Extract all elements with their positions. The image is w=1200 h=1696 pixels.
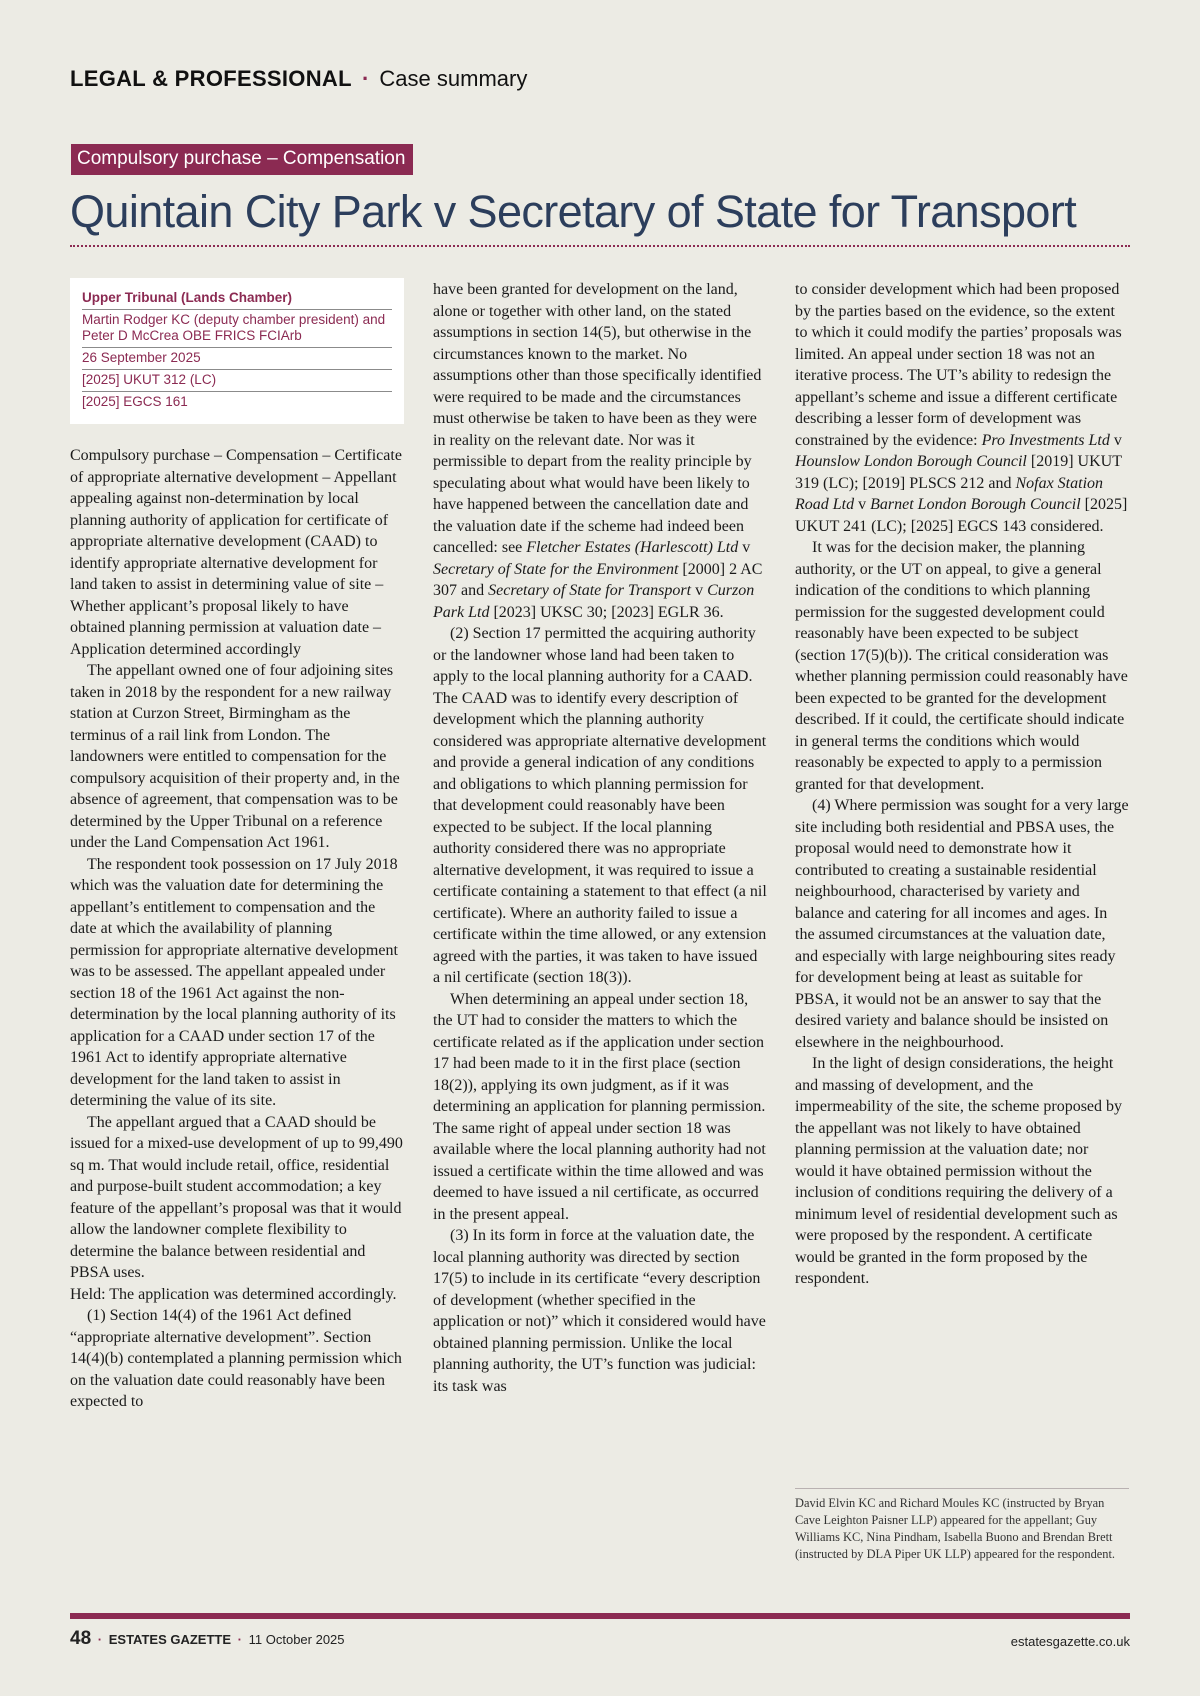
case-name: Pro Investments Ltd xyxy=(981,431,1110,449)
publication-name: ESTATES GAZETTE xyxy=(108,1632,232,1647)
held-statement: Held: The application was determined accordingly. xyxy=(70,1285,397,1303)
paragraph: (4) Where permission was sought for a very large site including both residential and PBSA uses, the proposal would need to demonstrate how it contributed to creating a sustainable residential neighbourhood, characterised by variety and balance and catering for all incomes and ages. In the assumed circumstances at the valuation date, and especially with large neighbouring sites ready for development being at least as suitable for PBSA, it would not be an answer to say that the desired variety and balance should be insisted on elsewhere in the neighbourhood. xyxy=(795,797,1129,1051)
paragraph: The appellant argued that a CAAD should be issued for a mixed-use development of up to 99,490 sq m. That would include retail, office, residential and purpose-built student accommodation; a key feature of the appellant’s proposal was that it would allow the landowner complete flexibility to determine the balance between residential and PBSA uses. xyxy=(70,1113,403,1281)
page-number: 48 xyxy=(70,1628,92,1649)
citation-ukut: [2025] UKUT 312 (LC) xyxy=(82,370,392,392)
body-column-3 xyxy=(795,279,1129,1290)
case-name: Barnet London Borough Council xyxy=(870,496,1081,513)
subsection-name: Case summary xyxy=(379,66,528,91)
footer-info xyxy=(70,1628,345,1650)
case-name: Secretary of State for Transport xyxy=(488,582,692,599)
paragraph: (2) Section 17 permitted the acquiring authority or the landowner whose land had been taken to apply to the local planning authority for a CAAD. The CAAD was to identify every description of development which the planning authority considered was appropriate alternative development and provide a general indication of any conditions and obligations to which planning permission for that development could reasonably have been expected to be subject. If the local planning authority considered there was no appropriate alternative development, it was required to issue a certificate containing a statement to that effect (a nil certificate). Where an authority failed to issue a certificate within the time allowed, or any extension agreed with the parties, it was taken to have issued a nil certificate (section 18(3)). xyxy=(433,625,767,986)
article-title: Quintain City Park v Secretary of State for Transport xyxy=(70,186,1077,237)
counsel-note: David Elvin KC and Richard Moules KC (instructed by Bryan Cave Leighton Paisner LLP) appeared for the appellant; Guy Williams KC, Nina Pindham, Isabella Buono and Brendan Brett (instructed by DLA Piper UK LLP) appeared for the respondent. xyxy=(795,1488,1129,1563)
paragraph: When determining an appeal under section 18, the UT had to consider the matters to which the certificate related as if the application under section 17 had been made to it in the first place (section 18(2)), applying its own judgment, as if it was determining an application for planning permission. The same right of appeal under section 18 was available where the local planning authority had not issued a certificate within the time allowed and was deemed to have issued a nil certificate, as occurred in the present appeal. xyxy=(433,990,766,1223)
case-info-box xyxy=(70,278,404,424)
body-column-1 xyxy=(70,445,404,1413)
headnote: Compulsory purchase – Compensation – Certificate of appropriate alternative development – Appellant appealing against non-determination by local planning authority of application for certificate of appropriate alternative development (CAAD) to identify appropriate alternative development for land taken to assist in determining value of site – Whether applicant’s proposal likely to have obtained planning permission at valuation date – Application determined accordingly xyxy=(70,447,402,658)
category-tag: Compulsory purchase – Compensation xyxy=(71,144,413,175)
paragraph: The appellant owned one of four adjoining sites taken in 2018 by the respondent for a new railway station at Curzon Street, Birmingham as the terminus of a rail link from London. The landowners were entitled to compensation for the compulsory acquisition of their property and, in the absence of agreement, that compensation was to be determined by the Upper Tribunal on a reference under the Land Compensation Act 1961. xyxy=(70,662,400,851)
paragraph: In the light of design considerations, the height and massing of development, and the impermeability of the site, the scheme proposed by the appellant was not likely to have obtained planning permission at the valuation date; nor would it have obtained permission without the inclusion of conditions requiring the delivery of a minimum level of residential development such as were proposed by the respondent. A certificate would be granted in the form proposed by the respondent. xyxy=(795,1055,1123,1287)
judges: Martin Rodger KC (deputy chamber president) and Peter D McCrea OBE FRICS FCIArb xyxy=(82,310,392,348)
case-name: Hounslow London Borough Council xyxy=(795,453,1027,470)
case-name: Nofax Station Road Ltd xyxy=(795,474,1104,513)
section-header xyxy=(70,66,527,92)
citation-egcs: [2025] EGCS 161 xyxy=(82,394,188,409)
paragraph: have been granted for development on the land, alone or together with other land, on the stated assumptions in section 14(5), but otherwise in the circumstances known to the market. No assumptions other than those specifically identified were required to be made and the circumstances must otherwise be taken to have been as they were in reality on the relevant date. Nor was it permissible to depart from the reality principle by speculating about what would have been likely to have happened between the cancellation date and the valuation date if the scheme had indeed been cancelled: see Fletcher Estates (Harlescott) Ltd v Secretary of State for the Environment [2000] 2 AC 307 and Secretary of State for Transport v Curzon Park Ltd [2023] UKSC 30; [2023] EGLR 36. xyxy=(433,281,763,621)
website-link[interactable]: estatesgazette.co.uk xyxy=(1010,1634,1130,1649)
paragraph: (1) Section 14(4) of the 1961 Act defined “appropriate alternative development”. Section 14(4)(b) contemplated a planning permission which on the valuation date could reasonably have been expected to xyxy=(70,1307,402,1410)
case-name: Curzon Park Ltd xyxy=(433,582,755,621)
case-name: Secretary of State for the Environment xyxy=(433,560,679,578)
paragraph: (3) In its form in force at the valuation date, the local planning authority was directed by section 17(5) to include in its certificate “every description of development (whether specified in the application or not)” which it considered would have obtained planning permission. Unlike the local planning authority, the UT’s function was judicial: its task was xyxy=(433,1227,766,1395)
court-name: Upper Tribunal (Lands Chamber) xyxy=(82,288,392,310)
issue-date: 11 October 2025 xyxy=(248,1632,345,1647)
paragraph: to consider development which had been proposed by the parties based on the evidence, so the extent to which it could modify the parties’ proposals was limited. An appeal under section 18 was not an iterative process. The UT’s ability to redesign the appellant’s scheme and issue a different certificate describing a lesser form of development was constrained by the evidence: Pro Investments Ltd v Hounslow London Borough Council [2019] UKUT 319 (LC); [2019] PLSCS 212 and Nofax Station Road Ltd v Barnet London Borough Council [2025] UKUT 241 (LC); [2025] EGCS 143 considered. xyxy=(795,281,1128,535)
paragraph: It was for the decision maker, the planning authority, or the UT on appeal, to give a general indication of the conditions to which planning permission for the suggested development could reasonably have been expected to be subject (section 17(5)(b)). The critical consideration was whether planning permission could reasonably have been expected to be granted for the development described. If it could, the certificate should indicate in general terms the conditions which would reasonably be expected to apply to a permission granted for that development. xyxy=(795,539,1128,793)
title-divider xyxy=(70,245,1130,247)
paragraph: The respondent took possession on 17 July 2018 which was the valuation date for determining the appellant’s entitlement to compensation and the date at which the availability of planning permission for appropriate alternative development was to be assessed. The appellant appealed under section 18 of the 1961 Act against the non-determination by the local planning authority of its application for a CAAD under section 17 of the 1961 Act to identify appropriate alternative development for the land taken to assist in determining the value of its site. xyxy=(70,855,398,1109)
footer-separator: · xyxy=(97,1632,103,1647)
section-name: LEGAL & PROFESSIONAL xyxy=(70,66,352,91)
footer-divider xyxy=(70,1613,1130,1619)
footer-separator: · xyxy=(237,1632,243,1647)
body-column-2 xyxy=(433,279,767,1397)
header-separator: · xyxy=(361,66,370,91)
judgment-date: 26 September 2025 xyxy=(82,348,392,370)
case-name: Fletcher Estates (Harlescott) Ltd xyxy=(526,539,739,556)
